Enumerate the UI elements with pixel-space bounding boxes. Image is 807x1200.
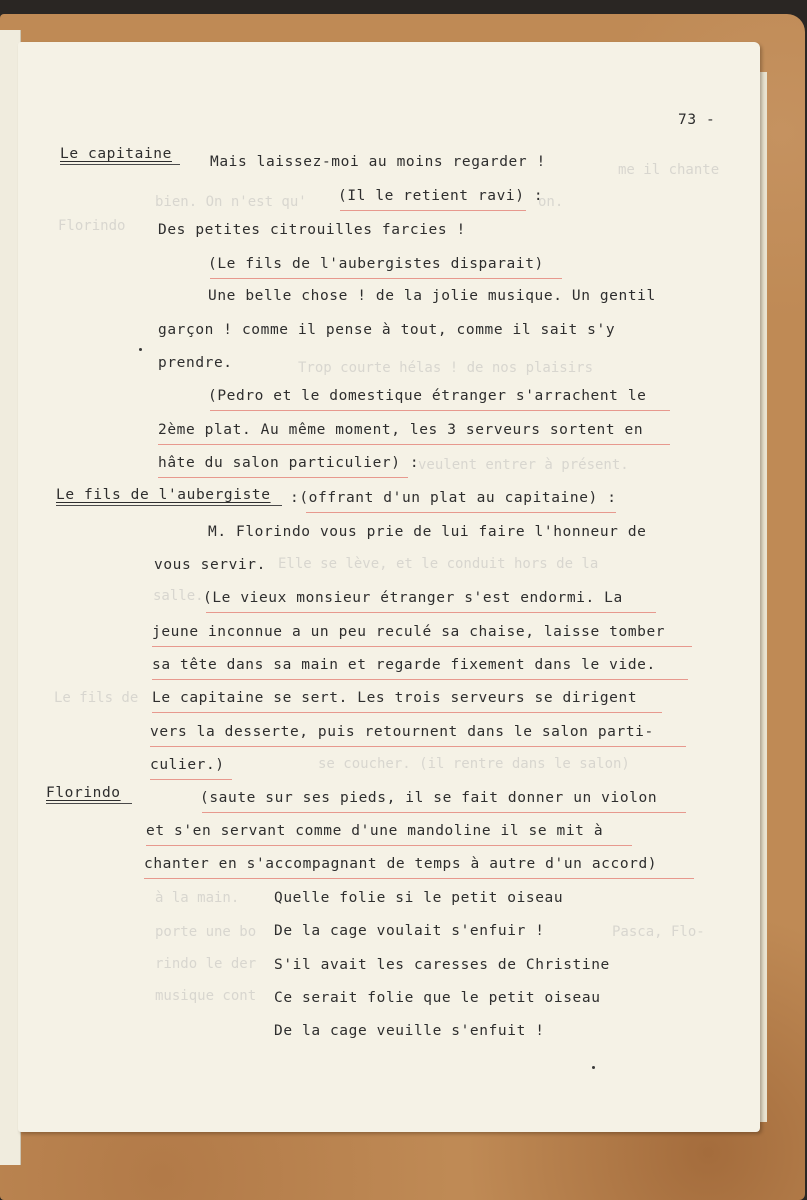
ink-dot: [592, 1066, 595, 1069]
show-through-text: Elle se lève, et le conduit hors de la: [278, 556, 599, 572]
dialogue-line: vous servir.: [154, 557, 266, 573]
stage-direction: chanter en s'accompagnant de temps à autre d'un accord): [144, 856, 658, 872]
stage-direction: jeune inconnue a un peu reculé sa chaise, laisse tomber: [152, 624, 666, 640]
stage-direction: culier.): [150, 757, 225, 773]
song-line: De la cage veuille s'enfuit !: [274, 1023, 545, 1039]
song-line: De la cage voulait s'enfuir !: [274, 923, 545, 939]
ink-dot: [139, 348, 142, 351]
dialogue-line: Mais laissez-moi au moins regarder !: [210, 154, 546, 170]
red-underline: [150, 779, 232, 780]
stage-direction: (Le vieux monsieur étranger s'est endormi. La: [203, 590, 623, 606]
song-line: Ce serait folie que le petit oiseau: [274, 990, 601, 1006]
stage-direction: sa tête dans sa main et regarde fixement dans le vide.: [152, 657, 656, 673]
speaker-florindo: Florindo: [46, 785, 121, 801]
stage-direction: 2ème plat. Au même moment, les 3 serveurs sortent en: [158, 422, 644, 438]
red-underline: [206, 612, 656, 613]
stage-direction: hâte du salon particulier) :: [158, 455, 420, 471]
red-underline: [152, 646, 692, 647]
stage-direction: (Le fils de l'aubergistes disparait): [208, 256, 544, 272]
show-through-text: veulent entrer à présent.: [418, 457, 629, 473]
red-underline: [210, 278, 562, 279]
dialogue-line: prendre.: [158, 355, 233, 371]
song-line: S'il avait les caresses de Christine: [274, 957, 610, 973]
red-underline: [158, 444, 670, 445]
red-underline: [306, 512, 616, 513]
stage-direction: (saute sur ses pieds, il se fait donner un violon: [200, 790, 658, 806]
show-through-text: Florindo: [58, 218, 126, 234]
show-through-text: Trop courte hélas ! de nos plaisirs: [298, 360, 594, 376]
stage-direction: (Il le retient ravi) :: [338, 188, 544, 204]
show-through-text: me il chante: [618, 162, 720, 178]
speaker-le-fils-de-l-aubergiste: Le fils de l'aubergiste: [56, 487, 271, 503]
dialogue-line: Une belle chose ! de la jolie musique. Un gentil: [208, 288, 656, 304]
show-through-text: à la main.: [155, 890, 240, 906]
red-underline: [152, 679, 688, 680]
dialogue-line: garçon ! comme il pense à tout, comme il sait s'y: [158, 322, 616, 338]
show-through-text: rindo le der: [155, 956, 257, 972]
red-underline: [144, 878, 694, 879]
show-through-text: porte une bo: [155, 924, 257, 940]
dialogue-line: M. Florindo vous prie de lui faire l'honneur de: [208, 524, 647, 540]
speaker-le-capitaine: Le capitaine: [60, 146, 172, 162]
stage-direction: et s'en servant comme d'une mandoline il se mit à: [146, 823, 604, 839]
red-underline: [146, 845, 632, 846]
red-underline: [152, 712, 662, 713]
typewritten-page: [18, 42, 760, 1132]
red-underline: [202, 812, 686, 813]
show-through-text: Le fils de: [54, 690, 139, 706]
show-through-text: Pasca, Flo-: [612, 924, 705, 940]
show-through-text: musique cont: [155, 988, 257, 1004]
show-through-text: salle.: [153, 588, 204, 604]
speaker-underline: [60, 164, 180, 165]
show-through-text: bien. On n'est qu': [155, 194, 307, 210]
show-through-text: on.: [538, 194, 564, 210]
stage-direction: (Pedro et le domestique étranger s'arrachent le: [208, 388, 647, 404]
speaker-underline: [56, 505, 282, 506]
red-underline: [210, 410, 670, 411]
red-underline: [150, 746, 686, 747]
red-underline: [340, 210, 526, 211]
page-number: 73 -: [678, 112, 716, 128]
stage-direction: Le capitaine se sert. Les trois serveurs se dirigent: [152, 690, 638, 706]
stage-direction: :(offrant d'un plat au capitaine) :: [290, 490, 617, 506]
dialogue-line: Des petites citrouilles farcies !: [158, 222, 466, 238]
stage-direction: vers la desserte, puis retournent dans le salon parti-: [150, 724, 654, 740]
red-underline: [158, 477, 408, 478]
song-line: Quelle folie si le petit oiseau: [274, 890, 564, 906]
show-through-text: se coucher. (il rentre dans le salon): [318, 756, 630, 772]
speaker-underline: [46, 803, 132, 804]
